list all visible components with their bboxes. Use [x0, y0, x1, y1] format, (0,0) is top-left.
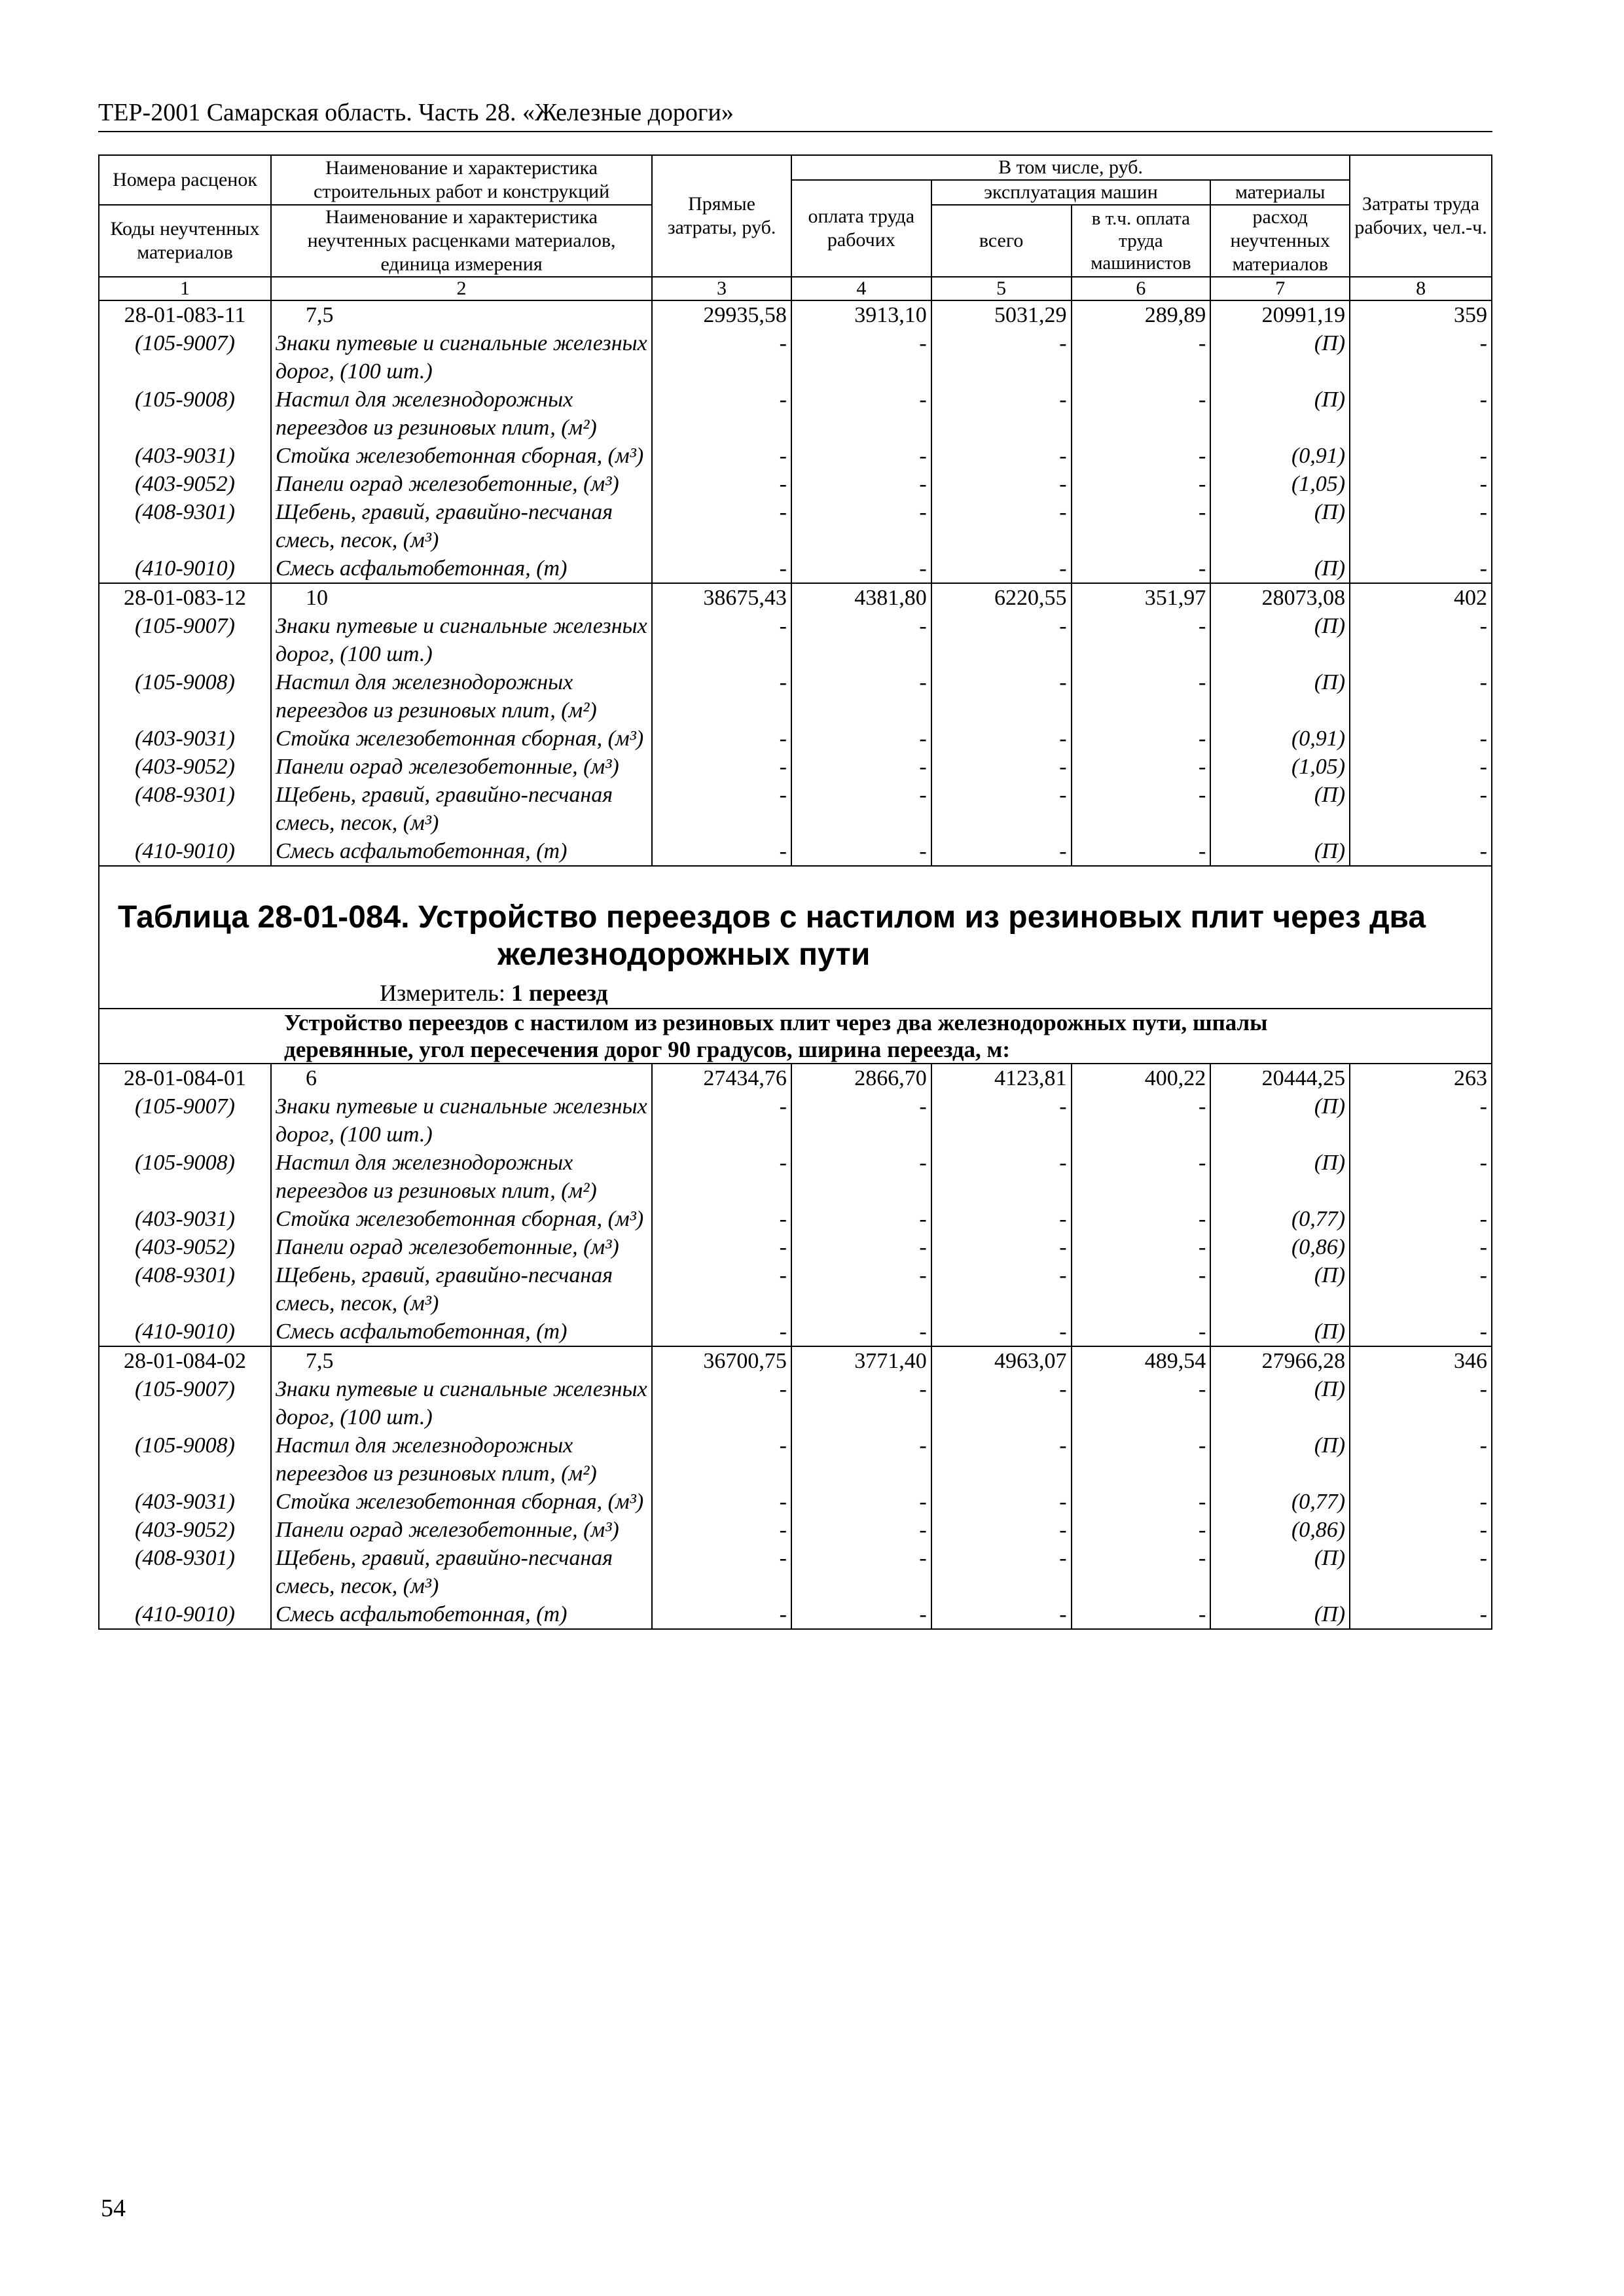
material-c3: - — [652, 1205, 791, 1233]
rate-mach: 5031,29 — [931, 300, 1072, 329]
material-c7: (П) — [1210, 781, 1350, 837]
material-code: (410-9010) — [99, 554, 271, 583]
material-name: Смесь асфальтобетонная, (т) — [271, 554, 652, 583]
material-c7: (0,91) — [1210, 442, 1350, 470]
material-name: Настил для железнодорожных переездов из резиновых плит, (м²) — [271, 386, 652, 442]
material-c6: - — [1072, 1375, 1211, 1431]
rate-mach-labor: 400,22 — [1072, 1064, 1211, 1092]
rate-mach-labor: 351,97 — [1072, 583, 1211, 612]
material-row — [99, 837, 1492, 866]
material-c7: (П) — [1210, 1092, 1350, 1149]
material-name: Стойка железобетонная сборная, (м³) — [271, 1488, 652, 1516]
column-number: 7 — [1210, 277, 1350, 300]
material-c3: - — [652, 329, 791, 386]
rate-mach: 4123,81 — [931, 1064, 1072, 1092]
material-c4: - — [791, 668, 931, 725]
material-c8: - — [1350, 668, 1492, 725]
material-c5: - — [931, 1375, 1072, 1431]
material-c3: - — [652, 1516, 791, 1544]
material-c4: - — [791, 1431, 931, 1488]
material-c4: - — [791, 329, 931, 386]
material-c3: - — [652, 470, 791, 498]
material-c6: - — [1072, 1092, 1211, 1149]
material-c4: - — [791, 1261, 931, 1318]
material-c5: - — [931, 470, 1072, 498]
material-c7: (П) — [1210, 1431, 1350, 1488]
material-c7: (П) — [1210, 1600, 1350, 1629]
column-number: 1 — [99, 277, 271, 300]
material-c6: - — [1072, 442, 1211, 470]
material-code: (105-9007) — [99, 1092, 271, 1149]
material-c8: - — [1350, 1375, 1492, 1431]
material-c8: - — [1350, 1149, 1492, 1205]
material-name: Смесь асфальтобетонная, (т) — [271, 837, 652, 866]
material-c7: (П) — [1210, 1375, 1350, 1431]
material-row — [99, 1233, 1492, 1261]
column-number: 5 — [931, 277, 1072, 300]
section-description: Устройство переездов с настилом из резиновых плит через два железнодорожных пути, шпалы деревянные, угол пересечения дорог 90 градусов, ширина переезда, м: — [99, 1009, 1492, 1064]
material-c8: - — [1350, 1233, 1492, 1261]
rate-code: 28-01-083-11 — [99, 300, 271, 329]
material-c4: - — [791, 1092, 931, 1149]
material-c6: - — [1072, 1516, 1211, 1544]
material-c7: (П) — [1210, 1318, 1350, 1346]
page-header: ТЕР-2001 Самарская область. Часть 28. «Железные дороги» — [98, 97, 1492, 132]
material-name: Настил для железнодорожных переездов из резиновых плит, (м²) — [271, 1149, 652, 1205]
rate-materials: 27966,28 — [1210, 1346, 1350, 1375]
material-c3: - — [652, 1318, 791, 1346]
material-row — [99, 1149, 1492, 1205]
material-code: (403-9031) — [99, 725, 271, 753]
material-c3: - — [652, 612, 791, 668]
material-c6: - — [1072, 554, 1211, 583]
rate-code: 28-01-084-02 — [99, 1346, 271, 1375]
material-code: (105-9008) — [99, 386, 271, 442]
header-row-1 — [99, 155, 1492, 180]
material-c6: - — [1072, 1488, 1211, 1516]
material-c6: - — [1072, 1205, 1211, 1233]
col5-header: всего — [931, 205, 1072, 277]
material-c5: - — [931, 1261, 1072, 1318]
material-code: (403-9052) — [99, 1233, 271, 1261]
rate-materials: 28073,08 — [1210, 583, 1350, 612]
material-row — [99, 1092, 1492, 1149]
material-c4: - — [791, 470, 931, 498]
column-number: 8 — [1350, 277, 1492, 300]
rate-row — [99, 1346, 1492, 1375]
material-c8: - — [1350, 498, 1492, 554]
material-c4: - — [791, 612, 931, 668]
col2-header-top: Наименование и характеристика строительных работ и конструкций — [271, 155, 652, 205]
rate-hours: 402 — [1350, 583, 1492, 612]
material-c8: - — [1350, 1205, 1492, 1233]
material-c8: - — [1350, 781, 1492, 837]
material-c7: (П) — [1210, 498, 1350, 554]
material-c3: - — [652, 1149, 791, 1205]
material-c4: - — [791, 781, 931, 837]
material-c3: - — [652, 781, 791, 837]
material-c4: - — [791, 837, 931, 866]
material-name: Щебень, гравий, гравийно-песчаная смесь, песок, (м³) — [271, 498, 652, 554]
material-name: Настил для железнодорожных переездов из резиновых плит, (м²) — [271, 668, 652, 725]
material-c3: - — [652, 1488, 791, 1516]
material-c3: - — [652, 1375, 791, 1431]
col6-header: в т.ч. оплата труда машинистов — [1072, 205, 1211, 277]
material-c3: - — [652, 1261, 791, 1318]
material-c3: - — [652, 1233, 791, 1261]
material-c6: - — [1072, 612, 1211, 668]
material-c6: - — [1072, 725, 1211, 753]
material-c5: - — [931, 386, 1072, 442]
material-c5: - — [931, 442, 1072, 470]
material-c4: - — [791, 1233, 931, 1261]
material-c6: - — [1072, 329, 1211, 386]
material-c3: - — [652, 442, 791, 470]
col1-header-top: Номера расценок — [99, 155, 271, 205]
rate-hours: 359 — [1350, 300, 1492, 329]
block-084 — [99, 1064, 1492, 1629]
material-name: Смесь асфальтобетонная, (т) — [271, 1600, 652, 1629]
material-c5: - — [931, 837, 1072, 866]
material-name: Щебень, гравий, гравийно-песчаная смесь, песок, (м³) — [271, 781, 652, 837]
material-c7: (П) — [1210, 837, 1350, 866]
material-code: (403-9031) — [99, 442, 271, 470]
material-c4: - — [791, 1516, 931, 1544]
material-c8: - — [1350, 554, 1492, 583]
material-c6: - — [1072, 498, 1211, 554]
material-c3: - — [652, 1431, 791, 1488]
rate-code: 28-01-084-01 — [99, 1064, 271, 1092]
material-c6: - — [1072, 1318, 1211, 1346]
material-c4: - — [791, 498, 931, 554]
material-row — [99, 470, 1492, 498]
column-number: 4 — [791, 277, 931, 300]
material-name: Знаки путевые и сигнальные железных дорог, (100 шт.) — [271, 612, 652, 668]
column-number: 2 — [271, 277, 652, 300]
col2-header-bottom: Наименование и характеристика неучтенных расценками материалов, единица измерения — [271, 205, 652, 277]
material-c6: - — [1072, 668, 1211, 725]
material-code: (105-9008) — [99, 1149, 271, 1205]
material-row — [99, 1544, 1492, 1600]
material-code: (408-9301) — [99, 1544, 271, 1600]
material-name: Щебень, гравий, гравийно-песчаная смесь, песок, (м³) — [271, 1544, 652, 1600]
material-c5: - — [931, 1149, 1072, 1205]
rate-labor: 4381,80 — [791, 583, 931, 612]
material-c4: - — [791, 1375, 931, 1431]
material-c5: - — [931, 1544, 1072, 1600]
rate-hours: 346 — [1350, 1346, 1492, 1375]
rates-table — [98, 154, 1492, 1630]
material-row — [99, 668, 1492, 725]
col4-header: оплата труда рабочих — [791, 180, 931, 277]
material-name: Панели оград железобетонные, (м³) — [271, 470, 652, 498]
material-row — [99, 554, 1492, 583]
table-084-heading — [99, 866, 1492, 1064]
material-code: (403-9052) — [99, 1516, 271, 1544]
material-c8: - — [1350, 753, 1492, 781]
material-c8: - — [1350, 442, 1492, 470]
material-code: (403-9031) — [99, 1488, 271, 1516]
material-c4: - — [791, 442, 931, 470]
material-c6: - — [1072, 1600, 1211, 1629]
material-c4: - — [791, 386, 931, 442]
material-name: Стойка железобетонная сборная, (м³) — [271, 1205, 652, 1233]
material-c4: - — [791, 1149, 931, 1205]
material-c7: (П) — [1210, 554, 1350, 583]
table-title-continued: железнодорожных пути — [497, 937, 871, 972]
material-c6: - — [1072, 1261, 1211, 1318]
measure-value: 1 переезд — [511, 980, 608, 1006]
material-c8: - — [1350, 1431, 1492, 1488]
material-name: Стойка железобетонная сборная, (м³) — [271, 725, 652, 753]
col7-header: расход неучтенных материалов — [1210, 205, 1350, 277]
material-name: Знаки путевые и сигнальные железных дорог, (100 шт.) — [271, 329, 652, 386]
material-c8: - — [1350, 725, 1492, 753]
material-c5: - — [931, 1318, 1072, 1346]
rate-materials: 20444,25 — [1210, 1064, 1350, 1092]
material-c4: - — [791, 1318, 931, 1346]
material-c7: (1,05) — [1210, 470, 1350, 498]
material-c8: - — [1350, 1488, 1492, 1516]
material-c3: - — [652, 1092, 791, 1149]
material-row — [99, 1516, 1492, 1544]
material-c7: (0,86) — [1210, 1516, 1350, 1544]
material-c5: - — [931, 612, 1072, 668]
material-c6: - — [1072, 781, 1211, 837]
material-c6: - — [1072, 1233, 1211, 1261]
material-name: Панели оград железобетонные, (м³) — [271, 753, 652, 781]
material-code: (105-9008) — [99, 668, 271, 725]
material-c3: - — [652, 1544, 791, 1600]
material-row — [99, 1375, 1492, 1431]
material-c7: (0,86) — [1210, 1233, 1350, 1261]
material-c8: - — [1350, 837, 1492, 866]
material-code: (105-9007) — [99, 329, 271, 386]
material-c6: - — [1072, 753, 1211, 781]
material-code: (105-9008) — [99, 1431, 271, 1488]
block-083 — [99, 300, 1492, 866]
machines-header: эксплуатация машин — [931, 180, 1211, 205]
material-c5: - — [931, 1516, 1072, 1544]
material-row — [99, 1205, 1492, 1233]
material-row — [99, 1431, 1492, 1488]
material-row — [99, 498, 1492, 554]
rate-direct: 27434,76 — [652, 1064, 791, 1092]
material-c7: (П) — [1210, 386, 1350, 442]
rate-mach-labor: 489,54 — [1072, 1346, 1211, 1375]
material-c5: - — [931, 554, 1072, 583]
material-c4: - — [791, 1544, 931, 1600]
material-c8: - — [1350, 1092, 1492, 1149]
material-row — [99, 725, 1492, 753]
material-c5: - — [931, 1233, 1072, 1261]
material-row — [99, 781, 1492, 837]
table-title: Таблица 28-01-084. Устройство переездов с настилом из резиновых плит через два — [118, 900, 1426, 935]
material-c4: - — [791, 753, 931, 781]
material-c4: - — [791, 1600, 931, 1629]
col3-header: Прямые затраты, руб. — [652, 155, 791, 277]
rate-mach: 4963,07 — [931, 1346, 1072, 1375]
included-header: В том числе, руб. — [791, 155, 1350, 180]
material-c4: - — [791, 725, 931, 753]
material-c7: (П) — [1210, 612, 1350, 668]
material-name: Настил для железнодорожных переездов из резиновых плит, (м²) — [271, 1431, 652, 1488]
material-row — [99, 329, 1492, 386]
material-c7: (0,77) — [1210, 1488, 1350, 1516]
material-c8: - — [1350, 1516, 1492, 1544]
material-c6: - — [1072, 386, 1211, 442]
material-code: (410-9010) — [99, 1600, 271, 1629]
material-name: Знаки путевые и сигнальные железных дорог, (100 шт.) — [271, 1375, 652, 1431]
rate-materials: 20991,19 — [1210, 300, 1350, 329]
material-code: (403-9052) — [99, 470, 271, 498]
material-row — [99, 612, 1492, 668]
material-code: (403-9031) — [99, 1205, 271, 1233]
material-c7: (П) — [1210, 1149, 1350, 1205]
material-c6: - — [1072, 470, 1211, 498]
material-c5: - — [931, 753, 1072, 781]
materials-header: материалы — [1210, 180, 1350, 205]
rate-mach-labor: 289,89 — [1072, 300, 1211, 329]
rate-row — [99, 300, 1492, 329]
material-c7: (П) — [1210, 1261, 1350, 1318]
material-code: (410-9010) — [99, 1318, 271, 1346]
material-c8: - — [1350, 1261, 1492, 1318]
material-c7: (П) — [1210, 1544, 1350, 1600]
material-c5: - — [931, 1431, 1072, 1488]
rate-parameter: 6 — [271, 1064, 652, 1092]
measure-unit — [118, 978, 1473, 1008]
page-number: 54 — [101, 2195, 126, 2222]
material-c3: - — [652, 837, 791, 866]
material-c5: - — [931, 1092, 1072, 1149]
material-code: (408-9301) — [99, 781, 271, 837]
material-c5: - — [931, 725, 1072, 753]
material-c5: - — [931, 1600, 1072, 1629]
col8-header: Затраты труда рабочих, чел.-ч. — [1350, 155, 1492, 277]
material-c3: - — [652, 1600, 791, 1629]
measure-label: Измеритель: — [380, 980, 505, 1006]
rate-labor: 3771,40 — [791, 1346, 931, 1375]
material-name: Смесь асфальтобетонная, (т) — [271, 1318, 652, 1346]
material-name: Знаки путевые и сигнальные железных дорог, (100 шт.) — [271, 1092, 652, 1149]
material-c8: - — [1350, 1544, 1492, 1600]
material-c3: - — [652, 668, 791, 725]
material-code: (105-9007) — [99, 1375, 271, 1431]
rate-code: 28-01-083-12 — [99, 583, 271, 612]
material-name: Панели оград железобетонные, (м³) — [271, 1233, 652, 1261]
rate-labor: 3913,10 — [791, 300, 931, 329]
material-code: (105-9007) — [99, 612, 271, 668]
rate-parameter: 10 — [271, 583, 652, 612]
material-code: (410-9010) — [99, 837, 271, 866]
material-c7: (0,91) — [1210, 725, 1350, 753]
material-c8: - — [1350, 386, 1492, 442]
material-c7: (0,77) — [1210, 1205, 1350, 1233]
material-c4: - — [791, 1205, 931, 1233]
material-row — [99, 442, 1492, 470]
material-name: Щебень, гравий, гравийно-песчаная смесь, песок, (м³) — [271, 1261, 652, 1318]
col1-header-bottom: Коды неучтенных материалов — [99, 205, 271, 277]
material-code: (408-9301) — [99, 1261, 271, 1318]
material-c7: (1,05) — [1210, 753, 1350, 781]
rate-hours: 263 — [1350, 1064, 1492, 1092]
material-c3: - — [652, 753, 791, 781]
material-c7: (П) — [1210, 329, 1350, 386]
material-c6: - — [1072, 1149, 1211, 1205]
material-code: (403-9052) — [99, 753, 271, 781]
material-c3: - — [652, 725, 791, 753]
rate-row — [99, 1064, 1492, 1092]
material-c8: - — [1350, 470, 1492, 498]
material-row — [99, 1488, 1492, 1516]
material-c4: - — [791, 1488, 931, 1516]
material-c3: - — [652, 498, 791, 554]
material-c8: - — [1350, 1600, 1492, 1629]
material-c8: - — [1350, 329, 1492, 386]
material-c5: - — [931, 1488, 1072, 1516]
table-title-cell — [99, 866, 1492, 1009]
material-c5: - — [931, 781, 1072, 837]
rate-labor: 2866,70 — [791, 1064, 931, 1092]
rate-parameter: 7,5 — [271, 1346, 652, 1375]
column-number: 6 — [1072, 277, 1211, 300]
rate-direct: 29935,58 — [652, 300, 791, 329]
material-row — [99, 386, 1492, 442]
material-c3: - — [652, 386, 791, 442]
material-row — [99, 1600, 1492, 1629]
column-number: 3 — [652, 277, 791, 300]
material-c5: - — [931, 329, 1072, 386]
rate-row — [99, 583, 1492, 612]
rate-mach: 6220,55 — [931, 583, 1072, 612]
material-row — [99, 753, 1492, 781]
material-c5: - — [931, 498, 1072, 554]
material-c6: - — [1072, 1544, 1211, 1600]
material-c4: - — [791, 554, 931, 583]
material-c3: - — [652, 554, 791, 583]
material-c7: (П) — [1210, 668, 1350, 725]
material-c5: - — [931, 668, 1072, 725]
material-row — [99, 1318, 1492, 1346]
material-c8: - — [1350, 1318, 1492, 1346]
column-numbers-row — [99, 277, 1492, 300]
material-row — [99, 1261, 1492, 1318]
material-name: Стойка железобетонная сборная, (м³) — [271, 442, 652, 470]
material-c6: - — [1072, 1431, 1211, 1488]
material-c6: - — [1072, 837, 1211, 866]
material-c5: - — [931, 1205, 1072, 1233]
rate-direct: 38675,43 — [652, 583, 791, 612]
rate-direct: 36700,75 — [652, 1346, 791, 1375]
material-code: (408-9301) — [99, 498, 271, 554]
rate-parameter: 7,5 — [271, 300, 652, 329]
material-name: Панели оград железобетонные, (м³) — [271, 1516, 652, 1544]
material-c8: - — [1350, 612, 1492, 668]
